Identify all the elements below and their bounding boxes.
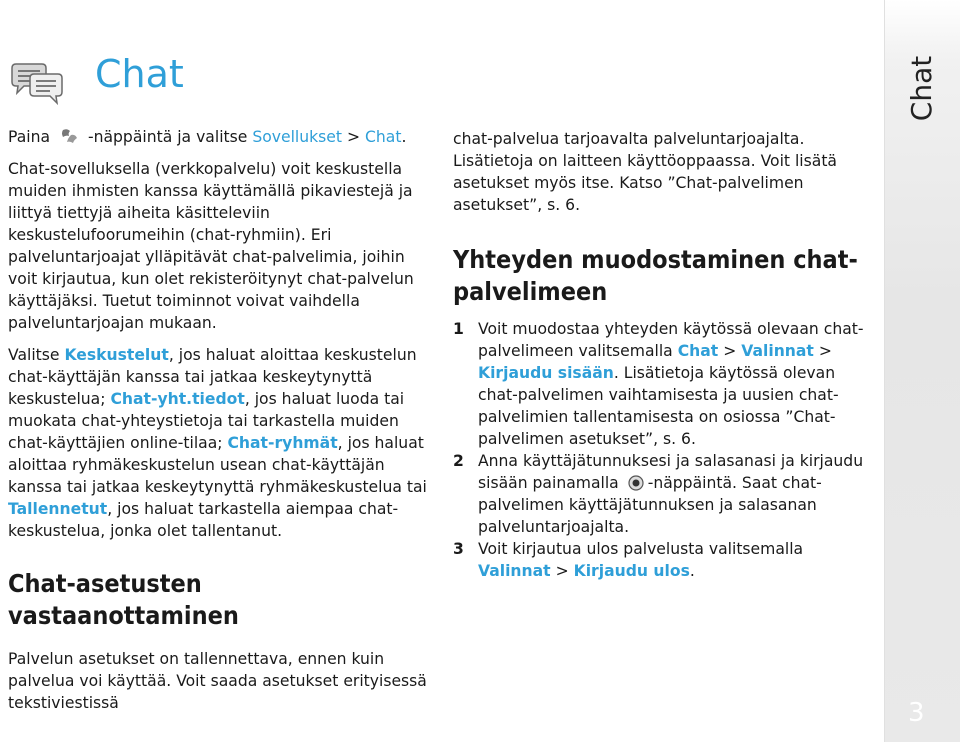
kirjaudu-ulos-option: Kirjaudu ulos [573,562,690,580]
chat-bubbles-icon [8,60,66,108]
settings-continued-paragraph: chat-palvelua tarjoavalta palveluntarjoajalta. Lisätietoja on laitteen käyttöoppaassa. Voit lisätä asetukset myös itse. Katso ”Chat-palvelimen asetukset”, s. 6. [453,130,837,214]
page-number: 3 [908,698,925,728]
section-heading-settings: Chat-asetusten vastaanottaminen [8,569,239,630]
kirjaudu-sisaan-option: Kirjaudu sisään [478,364,614,382]
intro-text: Paina [8,128,51,146]
chat-ryhmat-option: Chat-ryhmät [227,434,338,452]
page-title: Chat [95,52,184,96]
keskustelut-option: Keskustelut [64,346,169,364]
description-paragraph: Chat-sovelluksella (verkkopalvelu) voit keskustella muiden ihmisten kanssa käyttämällä pikaviestejä ja liittyä tiettyjä aiheita käsitteleviin keskustelufoorumeihin (chat-ryhmiin). Eri palveluntarjoajat ylläpitävät chat-palvelimia, joihin voit kirjautua, kun olet rekisteröitynyt chat-palvelun käyttäjäksi. Tuetut toiminnot voivat vaihdella palveluntarjoajan mukaan. [8,160,414,332]
step-2: 2 Anna käyttäjätunnuksesi ja salasanasi ja kirjaudu sisään painamalla -näppäintä. Saat chat-palvelimen käyttäjätunnuksen ja salasanan palveluntarjoajalta. [453,452,864,536]
settings-paragraph: Palvelun asetukset on tallennettava, ennen kuin palvelua voi käyttää. Voit saada asetukset erityisessä tekstiviestissä [8,650,427,712]
menu-key-icon [59,127,79,145]
separator: > [346,128,361,146]
chat-option: Chat [677,342,719,360]
left-column [8,126,428,724]
step-1: 1 Voit muodostaa yhteyden käytössä olevaan chat-palvelimeen valitsemalla Chat > Valinnat > Kirjaudu sisään. Lisätietoja käytössä olevan chat-palvelimen vaihtamisesta ja uusien chat-palvelimien tallentamisesta on osiossa ”Chat-palvelimen asetukset”, s. 6. [453,320,864,448]
intro-text: -näppäintä ja valitse [87,128,248,146]
section-heading-connect: Yhteyden muodostaminen chat-palvelimeen [453,245,858,306]
options-paragraph: Valitse Keskustelut, jos haluat aloittaa keskustelun chat-käyttäjän kanssa tai jatkaa keskeytynyttä keskustelua; Chat-yht.tiedot, jos haluat luoda tai muokata chat-yhteystietoja tai tarkastella muiden chat-käyttäjien online-tilaa; Chat-ryhmät, jos haluat aloittaa ryhmäkeskustelun usean chat-käyttäjän kanssa tai jatkaa keskeytynyttä ryhmäkeskustelua tai Tallennetut, jos haluat tarkastella aiempaa chat-keskustelua, jonka olet tallentanut. [8,346,427,540]
step-3: 3 Voit kirjautua ulos palvelusta valitsemalla Valinnat > Kirjaudu ulos. [453,540,804,580]
joystick-key-icon [628,475,644,491]
intro-paragraph: Paina -näppäintä ja valitse Sovellukset > Chat. [8,128,407,146]
tallennetut-option: Tallennetut [8,500,108,518]
right-column [453,128,873,582]
valinnat-option: Valinnat [478,562,551,580]
chat-yht-tiedot-option: Chat-yht.tiedot [110,390,245,408]
chat-link: Chat [365,128,402,146]
valinnat-option: Valinnat [741,342,814,360]
side-tab-title: Chat [905,55,939,121]
sovellukset-link: Sovellukset [252,128,342,146]
